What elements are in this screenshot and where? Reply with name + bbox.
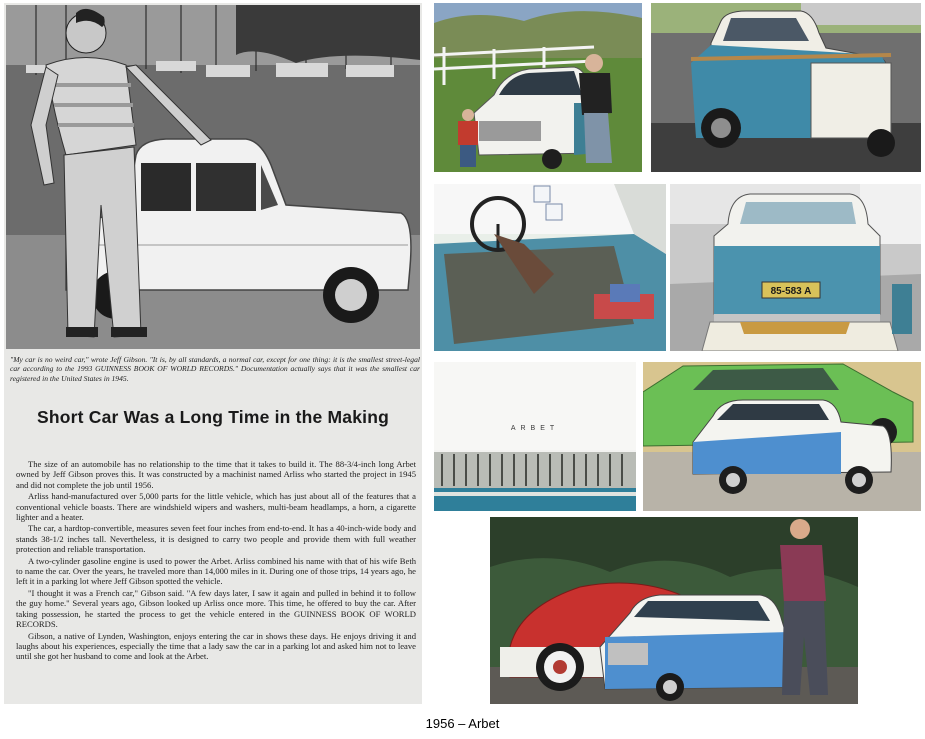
photo-owner-arbet-red-car [490, 517, 858, 704]
arbet-badge-text: ARBET [510, 425, 560, 432]
article-paragraph: Gibson, a native of Lynden, Washington, enjoys entering the car in shows these days. He enjoys driving it and laughs about his experiences, especially the time that a lady saw the car in a parking lot and asked him not to leave until she got her husband to come and look at the Arbet. [16, 630, 416, 662]
collage-caption: 1956 – Arbet [425, 716, 500, 731]
article-paragraph: The size of an automobile has no relationship to the time that it takes to build it. The 88-3/4-inch long Arbet owned by Jeff Gibson proves this. It was constructed by a machinist named Arliss who started the project in 1945 and did not complete the job until 1956. [16, 459, 416, 490]
photo-car-rear-trailer [651, 3, 921, 172]
photo-owner-child-car [434, 3, 642, 172]
photo-hood-badge [434, 362, 636, 511]
article-paragraph: "I thought it was a French car," Gibson said. "A few days later, I saw it again and pulled in behind it to follow the guy home." Several years ago, Gibson looked up Arliss once more. This time, he offered to buy the car. After taking possession, he started the process to get the vehicle entered in the GUINNESS BOOK OF WORLD RECORDS. [16, 587, 416, 630]
article-photo-man-with-car [6, 5, 420, 349]
article-paragraph: Arliss hand-manufactured over 5,000 parts for the little vehicle, which has just about all of the features that a conventional vehicle boasts. There are windshield wipers and washers, multi-beam headlamps, a horn, a cigarette lighter and a heater. [16, 491, 416, 523]
article-body [16, 459, 416, 663]
article-headline: Short Car Was a Long Time in the Making [36, 407, 389, 427]
photo-interior-dice [434, 184, 666, 351]
article-paragraph: The car, a hardtop-convertible, measures seven feet four inches from end-to-end. It has a 40-inch-wide body and stands 38-1/2 inches tall. Nevertheless, it is designed to carry two people and provide them with full weather protection and reliable transportation. [16, 523, 416, 555]
article-paragraph: A two-cylinder gasoline engine is used to power the Arbet. Arliss combined his name with that of his wife Beth to name the car. Over the years, he traveled more than 14,000 miles in it. During one of those trips, 14 years ago, he left it in a parking lot where Jeff Gibson spotted the vehicle. [16, 555, 416, 587]
photo-caption: "My car is no weird car," wrote Jeff Gibson. "It is, by all standards, a normal car, except for one thing: it is the smallest street-legal car according to the 1993 GUINNESS BOOK OF WORLD RECORDS." Documentation actually says that it was the smallest car registered in the United States in 1945. [10, 355, 420, 383]
photo-car-rear-plate [670, 184, 921, 351]
article-scan [4, 3, 422, 704]
photo-car-beside-green-car [643, 362, 921, 511]
license-plate-text: 85-583 A [770, 286, 812, 297]
